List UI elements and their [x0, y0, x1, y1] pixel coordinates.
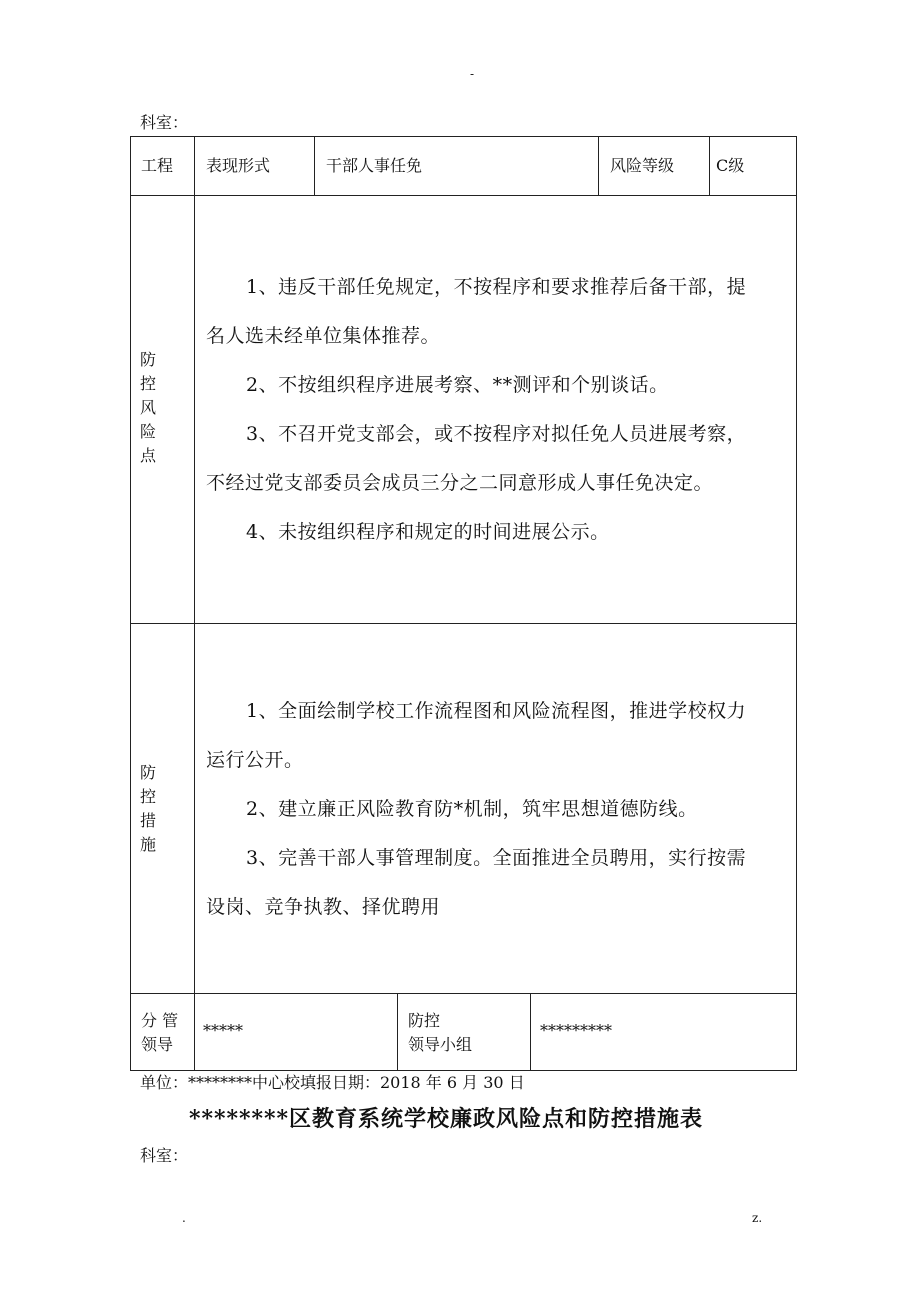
unit-footer: 单位：********中心校填报日期：2018 年 6 月 30 日	[140, 1073, 525, 1092]
dept-label: 科室：	[140, 113, 189, 132]
form-label: 表现形式	[206, 156, 271, 175]
measure-item-3-line-1: 3、完善干部人事管理制度。全面推进全员聘用，实行按需	[246, 847, 747, 869]
measure-item-2: 2、建立廉正风险教育防*机制，筑牢思想道德防线。	[246, 798, 698, 820]
risk-level-label: 风险等级	[610, 156, 675, 175]
group-label-line-1: 防控	[408, 1011, 441, 1030]
footer-right-mark: z.	[752, 1211, 763, 1225]
measure-item-1-line-2: 运行公开。	[206, 749, 304, 771]
label-char: 施	[139, 835, 156, 854]
table-col-divider	[397, 993, 398, 1071]
table-col-divider	[314, 136, 315, 196]
table-border-bottom	[130, 1070, 797, 1071]
measure-item-3-line-2: 设岗、竞争执教、择优聘用	[206, 896, 441, 918]
label-char: 防	[139, 350, 156, 369]
risk-item-1-line-1: 1、违反干部任免规定，不按程序和要求推荐后备干部，提	[246, 276, 747, 298]
leader-label-line-2: 领导	[141, 1035, 174, 1054]
table-row-divider	[130, 993, 797, 994]
footer-left-mark: .	[182, 1211, 186, 1225]
control-measures-label	[138, 761, 158, 857]
risk-item-3-line-1: 3、不召开党支部会，或不按程序对拟任免人员进展考察，	[246, 423, 747, 445]
label-char: 风	[139, 398, 156, 417]
dept-label-2: 科室：	[140, 1146, 189, 1165]
table-row-divider	[130, 195, 797, 196]
label-char: 控	[139, 787, 156, 806]
table-col-divider	[194, 136, 195, 1071]
form-value: 干部人事任免	[326, 156, 423, 175]
table-border-top	[130, 136, 797, 137]
project-header: 工程	[141, 156, 174, 175]
header-mark: -	[470, 67, 475, 81]
label-char: 控	[139, 374, 156, 393]
risk-points-label	[138, 348, 158, 468]
group-label-line-2: 领导小组	[408, 1035, 473, 1054]
label-char: 险	[139, 422, 156, 441]
risk-item-2: 2、不按组织程序进展考察、**测评和个别谈话。	[246, 374, 669, 396]
page-title: ********区教育系统学校廉政风险点和防控措施表	[189, 1106, 704, 1132]
table-border-left	[130, 136, 131, 1071]
risk-item-3-line-2: 不经过党支部委员会成员三分之二同意形成人事任免决定。	[206, 472, 714, 494]
label-char: 点	[139, 446, 156, 465]
table-col-divider	[709, 136, 710, 196]
risk-item-4: 4、未按组织程序和规定的时间进展公示。	[246, 521, 610, 543]
table-row-divider	[130, 623, 797, 624]
measure-item-1-line-1: 1、全面绘制学校工作流程图和风险流程图，推进学校权力	[246, 700, 747, 722]
label-char: 防	[139, 763, 156, 782]
table-col-divider	[530, 993, 531, 1071]
table-border-right	[796, 136, 797, 1071]
group-value: *********	[540, 1021, 612, 1040]
risk-item-1-line-2: 名人选未经单位集体推荐。	[206, 325, 441, 347]
risk-level-value: C级	[716, 156, 745, 175]
leader-value: *****	[203, 1021, 243, 1040]
label-char: 措	[139, 811, 156, 830]
table-col-divider	[598, 136, 599, 196]
leader-label-line-1: 分 管	[141, 1011, 179, 1030]
